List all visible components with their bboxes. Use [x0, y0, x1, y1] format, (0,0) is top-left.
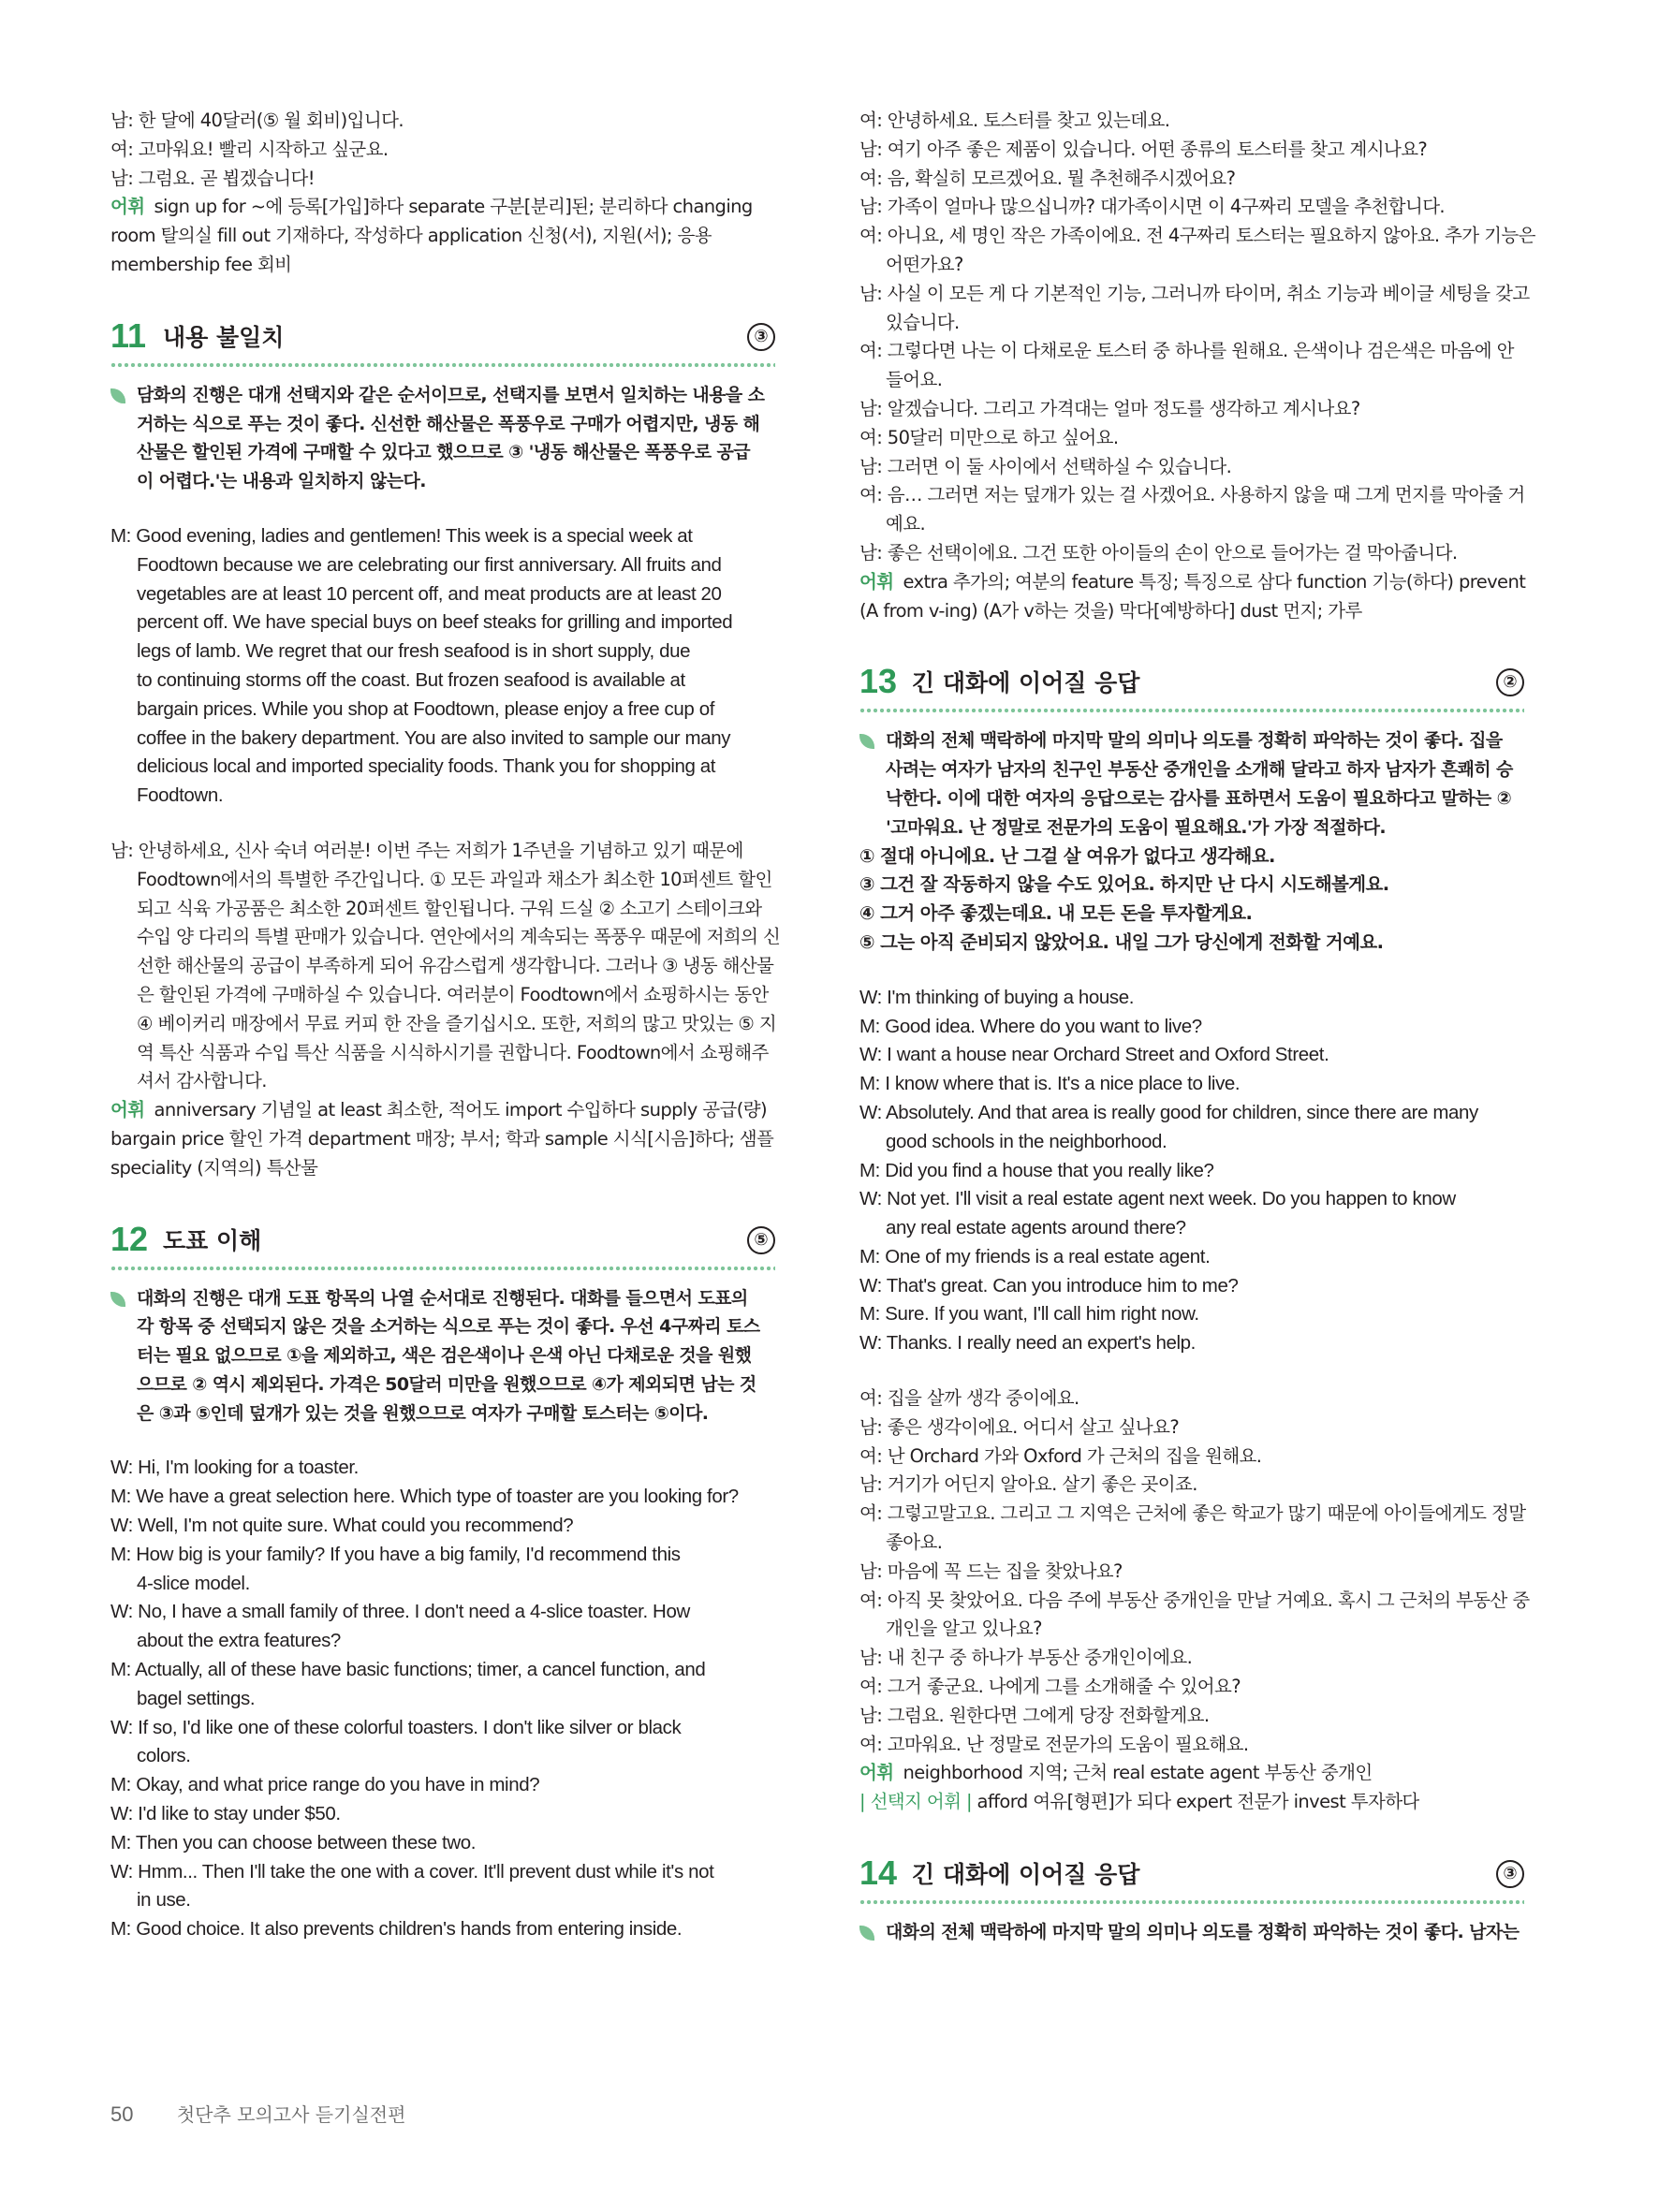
vocab-line: bargain price 할인 가격 department 매장; 부서; 학과 sample 시식[시음]하다; 샘플 — [110, 1127, 774, 1150]
translation-line: ④ 베이커리 매장에서 무료 커피 한 잔을 즐기십시오. 또한, 저희의 많고 맛있는 ⑤ 지 — [137, 1012, 777, 1034]
page-number: 50 — [110, 2102, 134, 2126]
script-line: 4-slice model. — [137, 1572, 250, 1594]
script-line: M: How big is your family? If you have a big family, I'd recommend this — [110, 1543, 681, 1565]
script-line: M: I know where that is. It's a nice place to live. — [859, 1073, 1241, 1095]
script-line: W: That's great. Can you introduce him to me? — [859, 1274, 1239, 1296]
translation-line: 여: 아직 못 찾았어요. 다음 주에 부동산 중개인을 만날 거예요. 혹시 그 근처의 부동산 중 — [859, 1589, 1530, 1611]
translation-line: 남: 안녕하세요, 신사 숙녀 여러분! 이번 주는 저희가 1주년을 기념하고 있기 때문에 — [110, 839, 743, 861]
option-vocab-label: | 선택지 어휘 | — [859, 1791, 972, 1813]
translation-line: 어떤가요? — [886, 253, 963, 275]
dotted-divider — [110, 362, 775, 368]
vocab-line: neighborhood 지역; 근처 real estate agent 부동산 중개인 — [903, 1762, 1373, 1784]
script-line: any real estate agents around there? — [886, 1217, 1186, 1239]
script-line: delicious local and imported speciality foods. Thank you for shopping at — [137, 755, 716, 778]
explanation — [110, 1284, 775, 1428]
script-line: M: Did you find a house that you really like? — [859, 1159, 1214, 1181]
script-line: W: Well, I'm not quite sure. What could you recommend? — [110, 1515, 574, 1537]
vocabulary-box — [859, 568, 1524, 626]
script-line: W: Not yet. I'll visit a real estate agent next week. Do you happen to know — [859, 1188, 1456, 1210]
section-title: 내용 불일치 — [163, 323, 285, 351]
vocab-line: anniversary 기념일 at least 최소한, 적어도 import 수입하다 supply 공급(량) — [154, 1099, 767, 1121]
leaf-icon — [110, 388, 125, 403]
script-line: coffee in the bakery department. You are also invited to sample our many — [137, 726, 731, 749]
section-number: 13 — [859, 662, 898, 701]
leaf-icon — [110, 1292, 125, 1307]
dialogue-line: 여: 고마워요! 빨리 시작하고 싶군요. — [110, 138, 389, 160]
vocab-line: extra 추가의; 여분의 feature 특징; 특징으로 삼다 function 기능(하다) prevent — [903, 570, 1526, 593]
leaf-icon — [859, 1926, 874, 1941]
dialogue-line: 남: 그럼요. 곧 뵙겠습니다! — [110, 167, 315, 189]
answer-badge: ③ — [1496, 1860, 1524, 1888]
explanation-line: 산물은 할인된 가격에 구매할 수 있다고 했으므로 ③ '냉동 해산물은 폭풍우로 공급 — [137, 442, 750, 463]
listening-script — [859, 984, 1524, 1358]
script-line: W: Hmm... Then I'll take the one with a cover. It'll prevent dust while it's not — [110, 1860, 714, 1882]
section-number: 11 — [110, 315, 147, 355]
translation-line: 여: 아니요, 세 명인 작은 가족이에요. 전 4구짜리 토스터는 필요하지 않아요. 추가 기능은 — [859, 225, 1535, 247]
script-line: W: Absolutely. And that area is really good for children, since there are many — [859, 1101, 1478, 1123]
translation-line: 셔서 감사합니다. — [137, 1070, 267, 1092]
explanation — [859, 1918, 1524, 1947]
explanation-line: 대화의 전체 맥락하에 마지막 말의 의미나 의도를 정확히 파악하는 것이 좋다. 남자는 — [886, 1922, 1520, 1943]
translation-line: 여: 음… 그러면 저는 덮개가 있는 걸 사겠어요. 사용하지 않을 때 그게 먼지를 막아줄 거 — [859, 484, 1525, 506]
explanation-line: 거하는 식으로 푸는 것이 좋다. 신선한 해산물은 폭풍우로 구매가 어렵지만, 냉동 해 — [137, 413, 760, 434]
script-line: M: Actually, all of these have basic functions; timer, a cancel function, and — [110, 1659, 706, 1681]
translation-line: 여: 고마워요. 난 정말로 전문가의 도움이 필요해요. — [859, 1733, 1249, 1755]
translation-line: 좋아요. — [886, 1531, 943, 1554]
section-number: 12 — [110, 1219, 149, 1258]
translation-line: 들어요. — [886, 369, 943, 391]
script-line: legs of lamb. We regret that our fresh seafood is in short supply, due — [137, 640, 691, 663]
section-header-14 — [859, 1854, 1524, 1896]
translation-line: Foodtown에서의 특별한 주간입니다. ① 모든 과일과 채소가 최소한 10퍼센트 할인 — [137, 868, 772, 890]
answer-badge: ⑤ — [747, 1226, 775, 1254]
translation-line: 여: 난 Orchard 가와 Oxford 가 근처의 집을 원해요. — [859, 1444, 1262, 1467]
section-title: 도표 이해 — [163, 1226, 262, 1254]
vocab-label: 어휘 — [859, 570, 894, 593]
script-line: colors. — [137, 1745, 191, 1767]
explanation-line: 담화의 진행은 대개 선택지와 같은 순서이므로, 선택지를 보면서 일치하는 내용을 소 — [137, 384, 765, 405]
translation-line: 개인을 알고 있나요? — [886, 1618, 1042, 1640]
script-line: percent off. We have special buys on beef steaks for grilling and imported — [137, 611, 733, 634]
script-line: M: Okay, and what price range do you have in mind? — [110, 1774, 540, 1796]
script-line: W: I'm thinking of buying a house. — [859, 986, 1135, 1008]
explanation-line: '고마워요. 난 정말로 전문가의 도움이 필요해요.'가 가장 적절하다. — [886, 816, 1386, 838]
translation-line: 남: 좋은 생각이에요. 어디서 살고 싶나요? — [859, 1415, 1180, 1438]
explanation-line: 낙한다. 이에 대한 여자의 응답으로는 감사를 표하면서 도움이 필요하다고 말하는 ② — [886, 787, 1512, 809]
script-line: M: Good idea. Where do you want to live? — [859, 1015, 1202, 1037]
section-header-12 — [110, 1221, 775, 1262]
script-line: to continuing storms off the coast. But frozen seafood is available at — [137, 668, 685, 691]
dotted-divider — [859, 1899, 1524, 1905]
translation-line: 남: 가족이 얼마나 많으십니까? 대가족이시면 이 4구짜리 모델을 추천합니다. — [859, 196, 1446, 218]
vocab-line: membership fee 회비 — [110, 253, 292, 275]
translation-line: 남: 알겠습니다. 그리고 가격대는 얼마 정도를 생각하고 계시나요? — [859, 397, 1360, 419]
translation-line: 역 특산 식품과 수입 특산 식품을 시식하시기를 권합니다. Foodtown에서 쇼핑해주 — [137, 1041, 769, 1063]
translation-line: 되고 식육 가공품은 최소한 20퍼센트 할인됩니다. 구워 드실 ② 소고기 스테이크와 — [137, 897, 762, 919]
option-line: ④ 그거 아주 좋겠는데요. 내 모든 돈을 투자할게요. — [859, 902, 1253, 925]
dotted-divider — [110, 1266, 775, 1271]
translation-line: 남: 마음에 꼭 드는 집을 찾았나요? — [859, 1560, 1123, 1582]
answer-badge: ③ — [747, 323, 775, 351]
explanation-line: 각 항목 중 선택되지 않은 것을 소거하는 식으로 푸는 것이 좋다. 우선 4구짜리 토스 — [137, 1316, 760, 1338]
vocabulary-box — [110, 1096, 775, 1182]
script-line: M: Good evening, ladies and gentlemen! This week is a special week at — [110, 524, 693, 547]
script-line: Foodtown because we are celebrating our first anniversary. All fruits and — [137, 553, 722, 576]
script-line: bargain prices. While you shop at Foodtown, please enjoy a free cup of — [137, 697, 714, 720]
script-line: Foodtown. — [137, 784, 224, 807]
explanation-line: 사려는 여자가 남자의 친구인 부동산 중개인을 소개해 달라고 하자 남자가 흔쾌히 승 — [886, 759, 1513, 781]
script-line: W: Thanks. I really need an expert's help. — [859, 1332, 1196, 1355]
translation-line: 남: 좋은 선택이에요. 그건 또한 아이들의 손이 안으로 들어가는 걸 막아줍니다. — [859, 541, 1458, 564]
vocab-line: afford 여유[형편]가 되다 expert 전문가 invest 투자하다 — [976, 1791, 1419, 1813]
dialogue-translation — [110, 107, 775, 193]
script-translation — [859, 1384, 1530, 1759]
script-line: W: If so, I'd like one of these colorful toasters. I don't like silver or black — [110, 1716, 682, 1738]
translation-line: 여: 음, 확실히 모르겠어요. 뭘 추천해주시겠어요? — [859, 167, 1236, 189]
script-line: good schools in the neighborhood. — [886, 1130, 1167, 1152]
script-line: M: One of my friends is a real estate agent. — [859, 1245, 1211, 1267]
translation-line: 여: 안녕하세요. 토스터를 찾고 있는데요. — [859, 110, 1170, 131]
book-title: 첫단추 모의고사 듣기실전편 — [176, 2103, 406, 2126]
listening-script — [110, 1454, 775, 1944]
left-column — [110, 107, 781, 1944]
script-line: M: We have a great selection here. Which type of toaster are you looking for? — [110, 1486, 739, 1508]
translation-line: 남: 사실 이 모든 게 다 기본적인 기능, 그러니까 타이머, 취소 기능과 베이글 세팅을 갖고 — [859, 282, 1530, 304]
script-line: in use. — [137, 1889, 191, 1912]
translation-line: 남: 거기가 어딘지 알아요. 살기 좋은 곳이죠. — [859, 1473, 1197, 1496]
translation-line: 남: 그러면 이 둘 사이에서 선택하실 수 있습니다. — [859, 455, 1232, 477]
vocab-line: speciality (지역의) 특산물 — [110, 1156, 318, 1179]
option-line: ① 절대 아니에요. 난 그걸 살 여유가 없다고 생각해요. — [859, 844, 1275, 867]
section-header-11 — [110, 317, 775, 359]
script-translation — [110, 837, 781, 1096]
explanation-line: 이 어렵다.'는 내용과 일치하지 않는다. — [137, 471, 426, 492]
translation-line: 여: 그거 좋군요. 나에게 그를 소개해줄 수 있어요? — [859, 1676, 1241, 1698]
translation-line: 은 할인된 가격에 구매하실 수 있습니다. 여러분이 Foodtown에서 쇼핑하시는 동안 — [137, 983, 769, 1005]
translation-line: 여: 그렇다면 나는 이 다채로운 토스터 중 하나를 원해요. 은색이나 검은색은 마음에 안 — [859, 340, 1514, 362]
explanation-line: 으므로 ② 역시 제외된다. 가격은 50달러 미만을 원했으므로 ④가 제외되면 남는 것 — [137, 1373, 756, 1395]
explanation-line: 터는 필요 없으므로 ①을 제외하고, 색은 검은색이나 은색 아닌 다채로운 것을 원했 — [137, 1345, 752, 1367]
script-line: W: No, I have a small family of three. I don't need a 4-slice toaster. How — [110, 1601, 690, 1623]
explanation — [859, 726, 1524, 842]
script-line: about the extra features? — [137, 1630, 341, 1652]
translation-line: 수입 양 다리의 특별 판매가 있습니다. 연안에서의 계속되는 폭풍우 때문에 저희의 신 — [137, 926, 781, 948]
page-footer — [110, 2100, 405, 2127]
translation-line: 여: 그렇고말고요. 그리고 그 지역은 근처에 좋은 학교가 많기 때문에 아이들에게도 정말 — [859, 1502, 1526, 1525]
script-line: M: Sure. If you want, I'll call him right now. — [859, 1303, 1199, 1326]
option-line: ③ 그건 잘 작동하지 않을 수도 있어요. 하지만 난 다시 시도해볼게요. — [859, 873, 1389, 896]
script-line: bagel settings. — [137, 1687, 256, 1709]
listening-script — [110, 522, 775, 811]
option-line: ⑤ 그는 아직 준비되지 않았어요. 내일 그가 당신에게 전화할 거예요. — [859, 930, 1384, 953]
answer-options — [859, 842, 1524, 958]
script-line: M: Good choice. It also prevents children's hands from entering inside. — [110, 1918, 683, 1941]
explanation-line: 은 ③과 ⑤인데 덮개가 있는 것을 원했으므로 여자가 구매할 토스터는 ⑤이다. — [137, 1402, 709, 1424]
translation-line: 남: 그럼요. 원한다면 그에게 당장 전화할게요. — [859, 1704, 1210, 1726]
script-line: W: Hi, I'm looking for a toaster. — [110, 1457, 359, 1479]
explanation-line: 대화의 진행은 대개 도표 항목의 나열 순서대로 진행된다. 대화를 들으면서 도표의 — [137, 1287, 748, 1309]
answer-badge: ② — [1496, 668, 1524, 696]
script-line: W: I want a house near Orchard Street and Oxford Street. — [859, 1044, 1329, 1066]
leaf-icon — [859, 734, 874, 749]
vocab-line: (A from v-ing) (A가 v하는 것을) 막다[예방하다] dust 먼지; 가루 — [859, 599, 1362, 622]
script-line: M: Then you can choose between these two. — [110, 1831, 477, 1853]
translation-line: 여: 집을 살까 생각 중이에요. — [859, 1387, 1079, 1410]
vocab-label: 어휘 — [110, 1099, 145, 1121]
translation-line: 선한 해산물의 공급이 부족하게 되어 유감스럽게 생각합니다. 그러나 ③ 냉동 해산물 — [137, 955, 774, 977]
translation-line: 남: 여기 아주 좋은 제품이 있습니다. 어떤 종류의 토스터를 찾고 계시나요? — [859, 138, 1428, 160]
explanation-line: 대화의 전체 맥락하에 마지막 말의 의미나 의도를 정확히 파악하는 것이 좋다. 집을 — [886, 730, 1503, 752]
translation-line: 있습니다. — [886, 311, 960, 333]
section-title: 긴 대화에 이어질 응답 — [912, 1861, 1140, 1889]
dialogue-translation — [859, 107, 1535, 568]
vocabulary-box — [859, 1759, 1524, 1817]
translation-line: 남: 내 친구 중 하나가 부동산 중개인이에요. — [859, 1647, 1193, 1669]
section-header-13 — [859, 663, 1524, 704]
right-column — [859, 107, 1535, 1947]
vocabulary-box — [110, 193, 775, 279]
section-number: 14 — [859, 1853, 898, 1893]
explanation — [110, 381, 775, 496]
vocab-line: room 탈의실 fill out 기재하다, 작성하다 application 신청(서), 지원(서); 응용 — [110, 225, 712, 247]
script-line: W: I'd like to stay under $50. — [110, 1803, 341, 1825]
section-title: 긴 대화에 이어질 응답 — [912, 669, 1140, 697]
vocab-label: 어휘 — [859, 1762, 894, 1784]
vocab-line: sign up for ~에 등록[가입]하다 separate 구분[분리]된; 분리하다 changing — [154, 196, 753, 218]
translation-line: 예요. — [886, 513, 926, 535]
dialogue-line: 남: 한 달에 40달러(⑤ 월 회비)입니다. — [110, 110, 404, 131]
translation-line: 여: 50달러 미만으로 하고 싶어요. — [859, 426, 1119, 448]
vocab-label: 어휘 — [110, 196, 145, 218]
script-line: vegetables are at least 10 percent off, and meat products are at least 20 — [137, 582, 722, 605]
dotted-divider — [859, 708, 1524, 713]
